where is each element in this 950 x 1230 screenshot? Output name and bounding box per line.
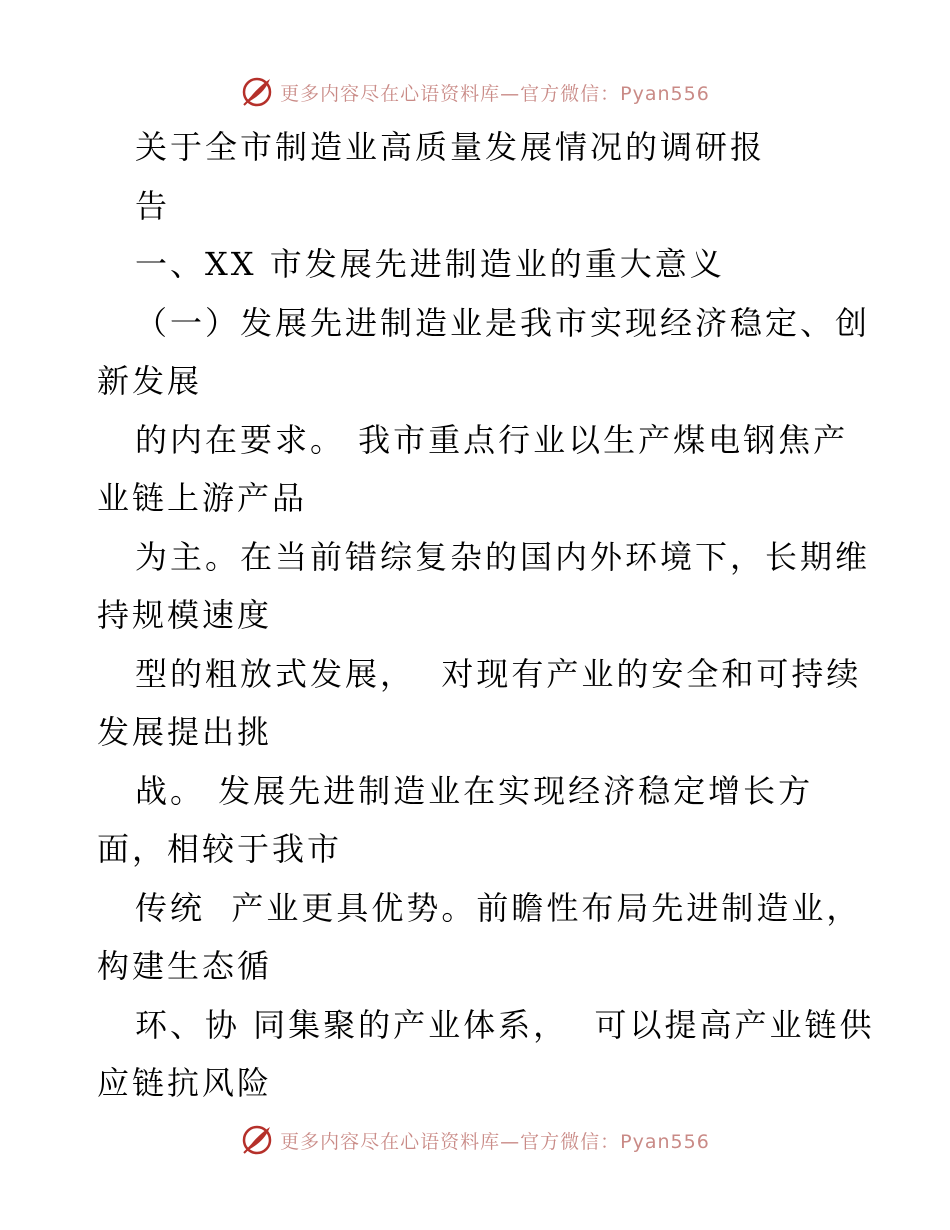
section-heading-1: 一、XX 市发展先进制造业的重大意义 [135, 245, 725, 283]
watermark-text: 更多内容尽在心语资料库—官方微信：Pyan556 [280, 82, 710, 105]
paragraph-line: 新发展 [97, 362, 203, 400]
paragraph-line: 应链抗风险 [97, 1064, 273, 1102]
paragraph-line: （一）发展先进制造业是我市实现经济稳定、创 [135, 304, 871, 342]
paragraph-line: 的内在要求。 我市重点行业以生产煤电钢焦产 [135, 421, 849, 459]
report-title-line-1: 关于全市制造业高质量发展情况的调研报 [135, 128, 766, 166]
paragraph-line: 发展提出挑 [97, 713, 273, 751]
paragraph-line: 构建生态循 [97, 947, 273, 985]
feather-quill-icon [240, 75, 274, 109]
paragraph-line: 传统 产业更具优势。前瞻性布局先进制造业， [135, 889, 862, 927]
paragraph-line: 战。 发展先进制造业在实现经济稳定增长方 [135, 772, 814, 810]
feather-quill-icon [240, 1123, 274, 1157]
paragraph-line: 环、协 同集聚的产业体系， 可以提高产业链供 [135, 1006, 875, 1044]
watermark-header [0, 72, 950, 112]
paragraph-line: 面，相较于我市 [97, 830, 343, 868]
paragraph-line: 为主。在当前错综复杂的国内外环境下，长期维 [135, 538, 871, 576]
report-title-line-2: 告 [135, 187, 171, 225]
paragraph-line: 型的粗放式发展， 对现有产业的安全和可持续 [135, 655, 862, 693]
paragraph-line: 业链上游产品 [97, 479, 308, 517]
watermark-text: 更多内容尽在心语资料库—官方微信：Pyan556 [280, 1130, 710, 1153]
paragraph-line: 持规模速度 [97, 596, 273, 634]
watermark-footer [0, 1120, 950, 1160]
